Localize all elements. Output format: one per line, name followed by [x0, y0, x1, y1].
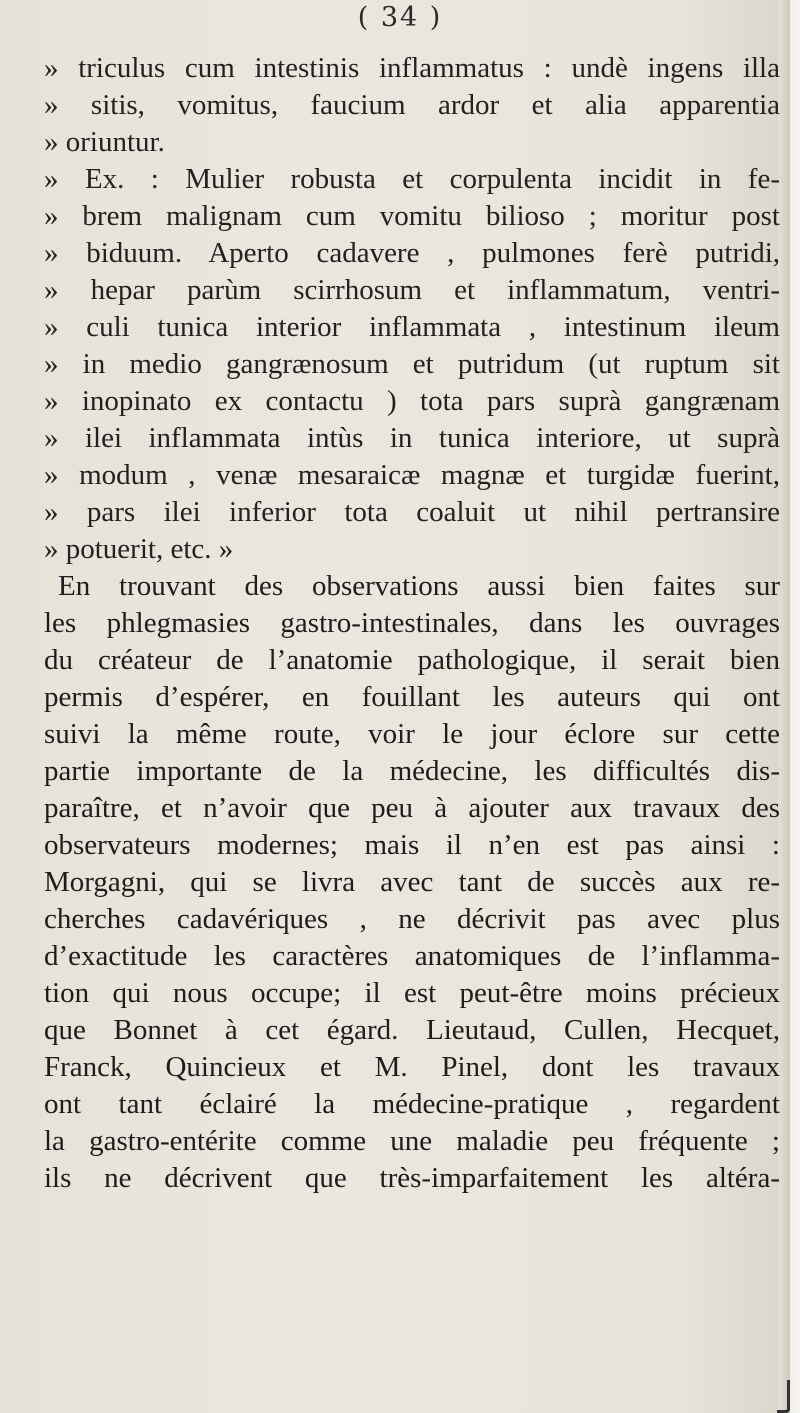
quote-line: » potuerit, etc. » — [44, 533, 234, 565]
paragraph-line: que Bonnet à cet égard. Lieutaud, Cullen, Hecquet, — [44, 1014, 780, 1046]
paragraph-line: cherches cadavériques , ne décrivit pas avec plus — [44, 903, 780, 935]
quote-line: » modum , venæ mesaraicæ magnæ et turgidæ fuerint, — [44, 459, 780, 491]
quote-line: » oriuntur. — [44, 126, 165, 158]
paragraph-line: ont tant éclairé la médecine-pratique , regardent — [44, 1088, 780, 1120]
quote-line: » Ex. : Mulier robusta et corpulenta incidit in fe- — [44, 163, 780, 195]
quote-line: » inopinato ex contactu ) tota pars suprà gangrænam — [44, 385, 780, 417]
quote-line: » biduum. Aperto cadavere , pulmones ferè putridi, — [44, 237, 780, 269]
paragraph-line: Franck, Quincieux et M. Pinel, dont les travaux — [44, 1051, 780, 1083]
quote-line: » in medio gangrænosum et putridum (ut ruptum sit — [44, 348, 780, 380]
paragraph-line: observateurs modernes; mais il n’en est pas ainsi : — [44, 829, 780, 861]
binding-mark — [777, 1380, 790, 1413]
quote-line: » sitis, vomitus, faucium ardor et alia apparentia — [44, 89, 780, 121]
paragraph-line: partie importante de la médecine, les difficultés dis- — [44, 755, 780, 787]
paragraph-line: paraître, et n’avoir que peu à ajouter aux travaux des — [44, 792, 780, 824]
quote-line: » pars ilei inferior tota coaluit ut nihil pertransire — [44, 496, 780, 528]
paragraph-line: Morgagni, qui se livra avec tant de succès aux re- — [44, 866, 780, 898]
paragraph-line: ils ne décrivent que très-imparfaitement les altéra- — [44, 1162, 780, 1194]
quote-line: » brem malignam cum vomitu bilioso ; moritur post — [44, 200, 780, 232]
paragraph-line: permis d’espérer, en fouillant les auteurs qui ont — [44, 681, 780, 713]
quote-line: » triculus cum intestinis inflammatus : undè ingens illa — [44, 52, 780, 84]
paragraph-line: En trouvant des observations aussi bien faites sur — [58, 570, 780, 602]
body-paragraph — [44, 568, 780, 1197]
quote-line: » hepar parùm scirrhosum et inflammatum, ventri- — [44, 274, 780, 306]
paragraph-line: du créateur de l’anatomie pathologique, il serait bien — [44, 644, 780, 676]
latin-quotation — [44, 50, 780, 568]
paragraph-line: suivi la même route, voir le jour éclore sur cette — [44, 718, 780, 750]
page-edge — [778, 0, 800, 1413]
paragraph-line: la gastro-entérite comme une maladie peu fréquente ; — [44, 1125, 780, 1157]
page-body — [44, 50, 780, 1197]
paragraph-line: les phlegmasies gastro-intestinales, dans les ouvrages — [44, 607, 780, 639]
page-number: ( 34 ) — [357, 2, 443, 33]
quote-line: » ilei inflammata intùs in tunica interiore, ut suprà — [44, 422, 780, 454]
quote-line: » culi tunica interior inflammata , intestinum ileum — [44, 311, 780, 343]
paragraph-line: d’exactitude les caractères anatomiques de l’inflamma- — [44, 940, 780, 972]
paragraph-line: tion qui nous occupe; il est peut-être moins précieux — [44, 977, 780, 1009]
